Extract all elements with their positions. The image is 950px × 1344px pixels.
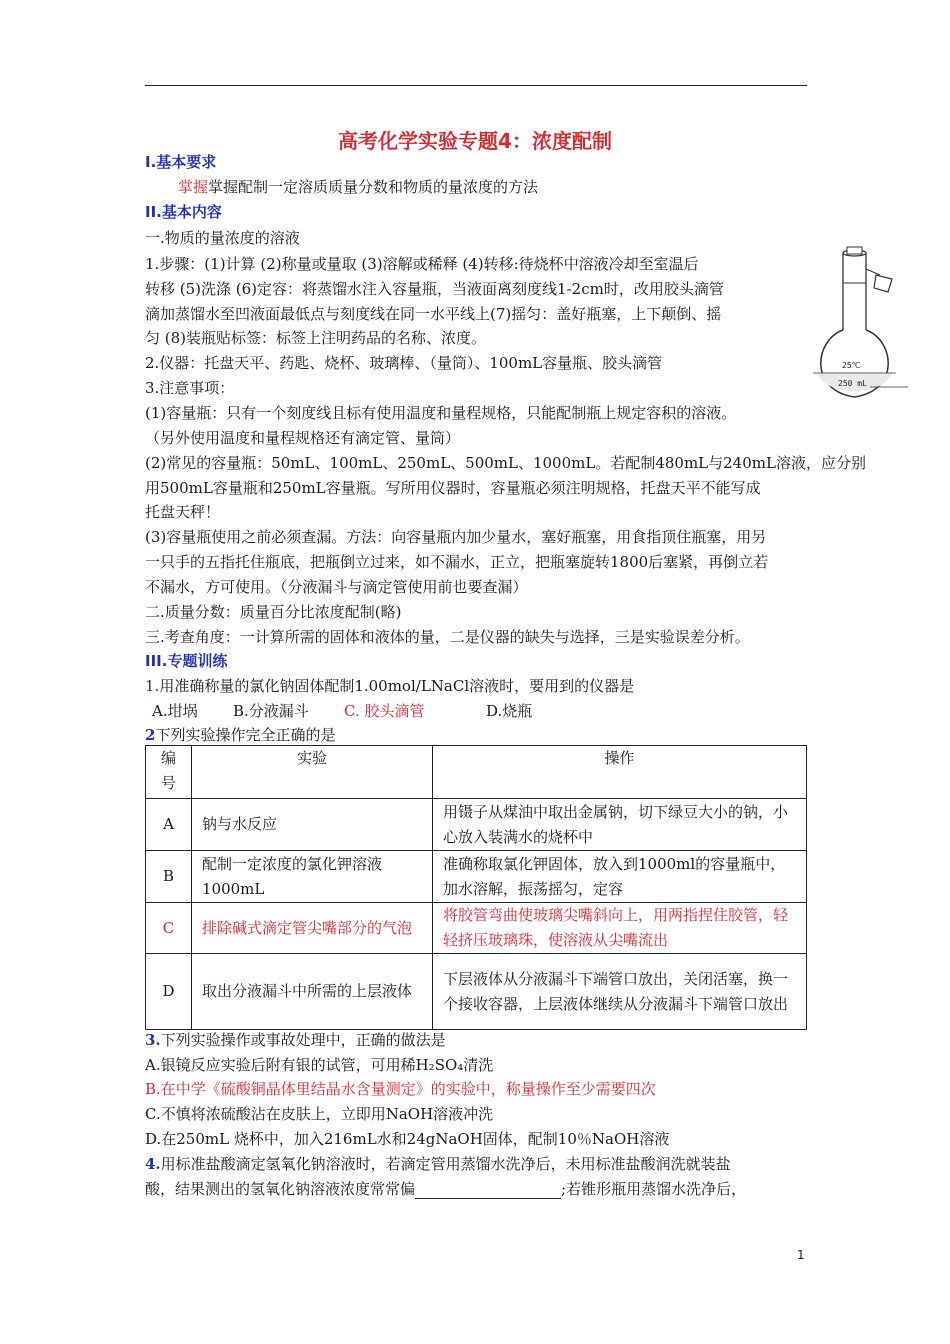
q3-option-a: A.银镜反应实验后附有银的试管，可用稀H₂SO₄清洗 xyxy=(145,1056,494,1074)
row-experiment: 排除碱式滴定管尖嘴部分的气泡 xyxy=(192,903,433,954)
row-id: C xyxy=(146,903,192,954)
note-line-8: 不漏水，方可使用。（分液漏斗与滴定管使用前也要查漏） xyxy=(145,578,528,596)
answer-blank xyxy=(415,1182,561,1199)
header-experiment: 实验 xyxy=(192,746,433,799)
q3-number: 3. xyxy=(145,1031,161,1049)
row-id: B xyxy=(146,851,192,903)
note-line-6: (3)容量瓶使用之前必须查漏。方法：向容量瓶内加少量水，塞好瓶塞，用食指顶住瓶塞，用另 xyxy=(145,528,767,546)
q1-number: 1. xyxy=(145,677,160,695)
section-1-body xyxy=(178,177,538,197)
section-2-heading: II.基本内容 xyxy=(145,203,222,221)
note-line-7: 一只手的五指托住瓶底，把瓶倒立过来，如不漏水，正立，把瓶塞旋转1800后塞紧，再倒立若 xyxy=(145,553,769,571)
q4-number: 4. xyxy=(145,1155,161,1173)
q3-option-b: B.在中学《硫酸铜晶体里结晶水含量测定》的实验中，称量操作至少需要四次 xyxy=(145,1080,656,1098)
q2-table xyxy=(145,745,807,1030)
row-operation: 下层液体从分液漏斗下端管口放出，关闭活塞，换一个接收容器，上层液体继续从分液漏斗下端管口放出 xyxy=(433,954,807,1030)
q3-stem xyxy=(145,1030,446,1050)
row-operation: 用镊子从煤油中取出金属钠，切下绿豆大小的钠，小心放入装满水的烧杯中 xyxy=(433,799,807,851)
q3-stem-text: 下列实验操作或事故处理中，正确的做法是 xyxy=(160,1031,446,1049)
volumetric-flask-icon xyxy=(810,245,910,410)
q1-option-c: C. 胶头滴管 xyxy=(344,702,425,720)
table-row xyxy=(146,903,807,954)
note-line-3: (2)常见的容量瓶：50mL、100mL、250mL、500mL、1000mL。若配制480mL与240mL溶液，应分别 xyxy=(145,454,866,472)
instruments-line: 2.仪器：托盘天平、药匙、烧杯、玻璃棒、（量筒）、100mL容量瓶、胶头滴管 xyxy=(145,354,663,372)
q2-number: 2 xyxy=(145,726,156,744)
table-row xyxy=(146,954,807,1030)
subsection-exam-angles: 三.考查角度：一计算所需的固体和液体的量，二是仪器的缺失与选择，三是实验误差分析。 xyxy=(145,628,750,646)
row-operation: 将胶管弯曲使玻璃尖嘴斜向上，用两指捏住胶管，轻轻挤压玻璃珠，使溶液从尖嘴流出 xyxy=(433,903,807,954)
section-3-heading: III.专题训练 xyxy=(145,652,228,670)
row-id: D xyxy=(146,954,192,1030)
table-row xyxy=(146,851,807,903)
q1-stem xyxy=(145,676,634,696)
q2-stem-text: 下列实验操作完全正确的是 xyxy=(155,726,336,744)
q3-option-c: C.不慎将浓硫酸沾在皮肤上，立即用NaOH溶液冲洗 xyxy=(145,1105,494,1123)
flask-volume-label: 250 mL xyxy=(838,379,867,388)
table-header-row xyxy=(146,746,807,799)
steps-line-4: 匀 (8)装瓶贴标签：标签上注明药品的名称、浓度。 xyxy=(145,329,487,347)
q3-option-d: D.在250mL 烧杯中，加入216mL水和24gNaOH固体，配制10％NaOH溶液 xyxy=(145,1130,670,1148)
q1-option-a: A.坩埚 xyxy=(152,702,198,720)
notes-title: 3.注意事项： xyxy=(145,379,235,397)
q4-line-2-start: 酸，结果测出的氢氧化钠溶液浓度常常偏 xyxy=(145,1180,416,1198)
note-line-1: (1)容量瓶：只有一个刻度线且标有使用温度和量程规格，只能配制瓶上规定容积的溶液。 xyxy=(145,404,737,422)
keyword-master: 掌握 xyxy=(178,178,209,196)
row-operation: 准确称取氯化钾固体，放入到1000ml的容量瓶中，加水溶解，振荡摇匀，定容 xyxy=(433,851,807,903)
row-experiment: 配制一定浓度的氯化钾溶液1000mL xyxy=(192,851,433,903)
q1-stem-text: 用准确称量的氯化钠固体配制1.00mol/LNaCl溶液时，要用到的仪器是 xyxy=(159,677,635,695)
q1-option-b: B.分液漏斗 xyxy=(233,702,309,720)
subsection-molarity: 一.物质的量浓度的溶液 xyxy=(145,229,300,247)
page-number: 1 xyxy=(797,1248,805,1262)
row-id: A xyxy=(146,799,192,851)
flask-temp-label: 25℃ xyxy=(842,361,861,370)
note-line-4: 用500mL容量瓶和250mL容量瓶。写所用仪器时，容量瓶必须注明规格，托盘天平不能写成 xyxy=(145,479,761,497)
row-experiment: 取出分液漏斗中所需的上层液体 xyxy=(192,954,433,1030)
q4-line-2 xyxy=(145,1179,746,1199)
q2-stem xyxy=(145,725,335,745)
q4-line-1 xyxy=(145,1154,731,1174)
header-operation: 操作 xyxy=(433,746,807,799)
q1-option-d: D.烧瓶 xyxy=(486,702,533,720)
q4-line-2-end: ;若锥形瓶用蒸馏水洗净后， xyxy=(561,1180,747,1198)
steps-line-1: 1.步骤：(1)计算 (2)称量或量取 (3)溶解或稀释 (4)转移:待烧杯中溶液冷却至室温后 xyxy=(145,255,699,273)
subsection-mass-fraction: 二.质量分数：质量百分比浓度配制(略) xyxy=(145,603,402,621)
row-experiment: 钠与水反应 xyxy=(192,799,433,851)
table-row xyxy=(146,799,807,851)
section-1-heading: I.基本要求 xyxy=(145,153,217,171)
header-rule xyxy=(145,85,807,86)
steps-line-3: 滴加蒸馏水至凹液面最低点与刻度线在同一水平线上(7)摇匀：盖好瓶塞，上下颠倒、摇 xyxy=(145,305,722,323)
note-line-2: （另外使用温度和量程规格还有滴定管、量筒） xyxy=(145,429,461,447)
section-1-text: 掌握配制一定溶质质量分数和物质的量浓度的方法 xyxy=(208,178,539,196)
steps-line-2: 转移 (5)洗涤 (6)定容：将蒸馏水注入容量瓶，当液面离刻度线1-2cm时，改用胶头滴管 xyxy=(145,280,724,298)
page-title: 高考化学实验专题4：浓度配制 xyxy=(338,129,612,153)
header-number: 编号 xyxy=(146,746,192,799)
note-line-5: 托盘天秤！ xyxy=(145,503,221,521)
q4-line-1-text: 用标准盐酸滴定氢氧化钠溶液时，若滴定管用蒸馏水洗净后，未用标准盐酸润洗就装盐 xyxy=(160,1155,731,1173)
